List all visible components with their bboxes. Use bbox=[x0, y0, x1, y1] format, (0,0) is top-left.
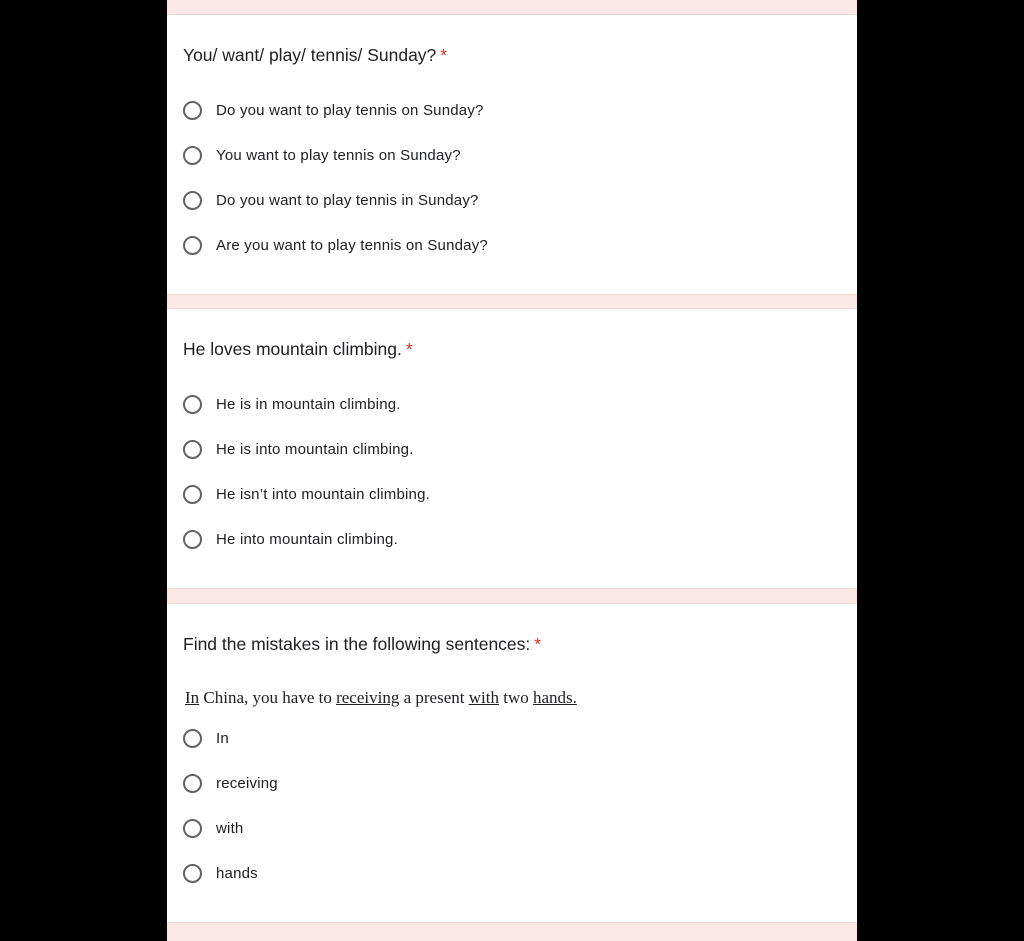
option-label: Do you want to play tennis on Sunday? bbox=[216, 101, 484, 119]
option-label: He into mountain climbing. bbox=[216, 530, 398, 548]
radio-button[interactable] bbox=[183, 191, 202, 210]
option-label: He is into mountain climbing. bbox=[216, 440, 414, 458]
option-label: hands bbox=[216, 864, 258, 882]
radio-button[interactable] bbox=[183, 864, 202, 883]
form-column bbox=[167, 0, 857, 941]
question-card-1 bbox=[167, 14, 857, 295]
radio-button[interactable] bbox=[183, 729, 202, 748]
question-card-3 bbox=[167, 603, 857, 923]
option-label: He is in mountain climbing. bbox=[216, 395, 401, 413]
radio-option[interactable] bbox=[183, 97, 484, 123]
radio-option[interactable] bbox=[183, 526, 398, 552]
radio-option[interactable] bbox=[183, 815, 243, 841]
sentence-segment-underlined: In bbox=[185, 688, 200, 707]
radio-option[interactable] bbox=[183, 187, 479, 213]
radio-button[interactable] bbox=[183, 485, 202, 504]
option-label: You want to play tennis on Sunday? bbox=[216, 146, 461, 164]
question-title-text: You/ want/ play/ tennis/ Sunday? bbox=[183, 45, 437, 65]
radio-option[interactable] bbox=[183, 142, 461, 168]
radio-button[interactable] bbox=[183, 440, 202, 459]
sentence-segment: two bbox=[498, 688, 533, 707]
radio-button[interactable] bbox=[183, 819, 202, 838]
required-marker: * bbox=[440, 45, 448, 65]
option-label: Do you want to play tennis in Sunday? bbox=[216, 191, 479, 209]
radio-option[interactable] bbox=[183, 391, 401, 417]
radio-button[interactable] bbox=[183, 236, 202, 255]
radio-button[interactable] bbox=[183, 146, 202, 165]
question-title bbox=[183, 634, 541, 655]
question-title bbox=[183, 45, 447, 66]
option-label: Are you want to play tennis on Sunday? bbox=[216, 236, 488, 254]
question-title-text: He loves mountain climbing. bbox=[183, 339, 402, 359]
required-marker: * bbox=[405, 339, 413, 359]
option-label: In bbox=[216, 729, 229, 747]
sentence-segment: China, you have to bbox=[199, 688, 337, 707]
radio-option[interactable] bbox=[183, 436, 414, 462]
question-title bbox=[183, 339, 413, 360]
radio-option[interactable] bbox=[183, 770, 278, 796]
radio-button[interactable] bbox=[183, 530, 202, 549]
option-label: He isn’t into mountain climbing. bbox=[216, 485, 430, 503]
radio-button[interactable] bbox=[183, 101, 202, 120]
required-marker: * bbox=[534, 634, 542, 654]
radio-option[interactable] bbox=[183, 860, 258, 886]
sentence-segment-underlined: receiving bbox=[336, 688, 400, 707]
radio-button[interactable] bbox=[183, 395, 202, 414]
radio-button[interactable] bbox=[183, 774, 202, 793]
question-title-text: Find the mistakes in the following sentences: bbox=[183, 634, 531, 654]
sentence-segment: a present bbox=[399, 688, 469, 707]
radio-option[interactable] bbox=[183, 232, 488, 258]
option-label: with bbox=[216, 819, 244, 837]
question-sentence bbox=[185, 688, 577, 708]
question-card-2 bbox=[167, 308, 857, 589]
sentence-segment-underlined: hands. bbox=[532, 688, 577, 707]
radio-option[interactable] bbox=[183, 481, 430, 507]
option-label: receiving bbox=[216, 774, 278, 792]
radio-option[interactable] bbox=[183, 725, 229, 751]
sentence-segment-underlined: with bbox=[468, 688, 499, 707]
